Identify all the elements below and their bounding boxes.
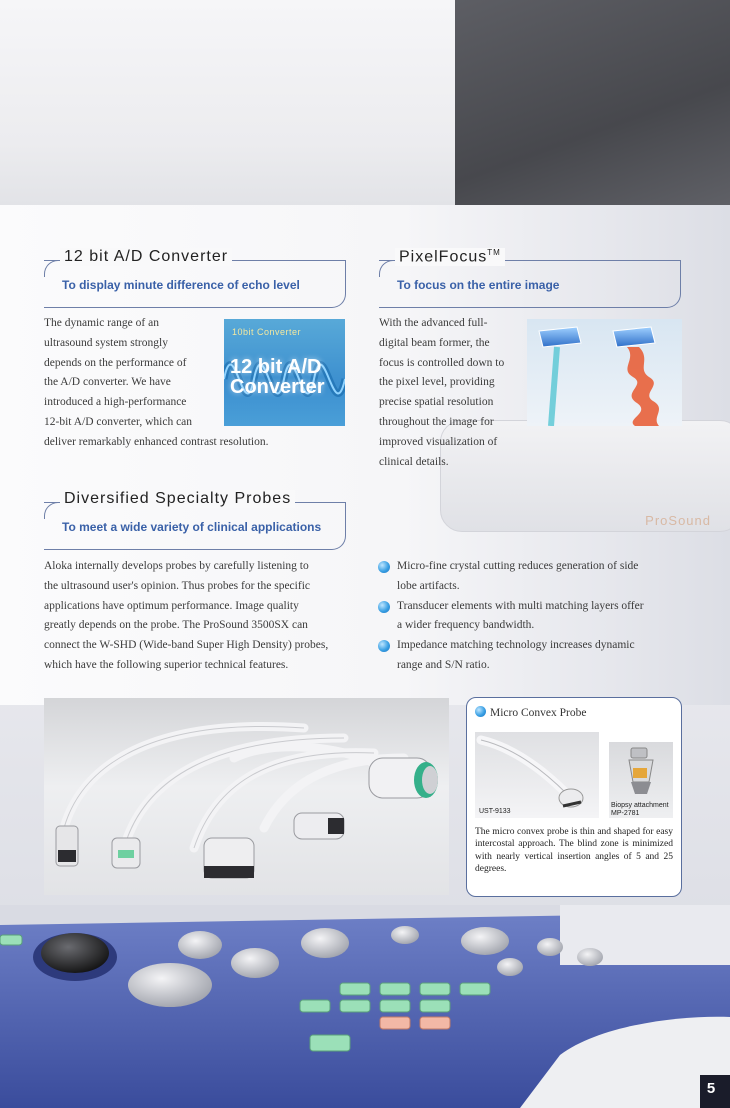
beam-focus-graphic bbox=[527, 319, 682, 426]
text-line: precise spatial resolution bbox=[379, 396, 494, 409]
pixel-focus-image bbox=[527, 319, 682, 426]
micro-convex-heading bbox=[475, 706, 586, 719]
text-line: greatly depends on the probe. The ProSound 3500SX can bbox=[44, 619, 308, 632]
text-line: ultrasound system strongly bbox=[44, 336, 168, 349]
probes-body-text bbox=[44, 557, 369, 676]
text-line: digital beam former, the bbox=[379, 336, 490, 349]
ad-section-subtitle: To display minute difference of echo level bbox=[62, 278, 300, 292]
micro-convex-probe-box bbox=[466, 697, 682, 897]
text-line: depends on the performance of bbox=[44, 356, 187, 369]
caption-line: MP-2781 bbox=[611, 810, 640, 817]
text-line: the ultrasound user's opinion. Thus probes for the specific bbox=[44, 579, 310, 592]
bullet-dot-icon bbox=[378, 640, 390, 652]
probe-graphic bbox=[475, 732, 599, 818]
caption-line: Biopsy attachment bbox=[611, 802, 669, 809]
text-line: range and S/N ratio. bbox=[397, 658, 490, 671]
probes-section-subtitle: To meet a wide variety of clinical applications bbox=[62, 520, 322, 534]
text-line: applications have optimum performance. Image quality bbox=[44, 599, 299, 612]
header-photo-monitor bbox=[455, 0, 730, 205]
ad-section-header bbox=[44, 248, 346, 308]
feature-bullet bbox=[378, 597, 678, 637]
header-photo bbox=[0, 0, 730, 205]
probes-graphic bbox=[44, 698, 449, 895]
text-line: Impedance matching technology increases dynamic bbox=[397, 639, 635, 652]
monitor-brand: ProSound bbox=[645, 513, 711, 528]
bullet-dot-icon bbox=[378, 601, 390, 613]
text-line: Micro-fine crystal cutting reduces generation of side bbox=[397, 560, 639, 572]
text-line: Transducer elements with multi matching layers offer bbox=[397, 599, 644, 612]
text-line: the pixel level, providing bbox=[379, 376, 495, 389]
text-line: With the advanced full- bbox=[379, 317, 488, 329]
ad-section-title: 12 bit A/D Converter bbox=[60, 248, 232, 266]
probes-photo bbox=[44, 698, 449, 895]
text-line: a wider frequency bandwidth. bbox=[397, 619, 535, 632]
text-line: the A/D converter. We have bbox=[44, 376, 171, 389]
text-line: focus is controlled down to bbox=[379, 356, 505, 369]
text-line: improved visualization of bbox=[379, 435, 498, 448]
console-graphic bbox=[0, 905, 730, 1108]
ad-image-big-line: Converter bbox=[230, 376, 325, 398]
pixel-section-header bbox=[379, 248, 681, 308]
text-line: introduced a high-performance bbox=[44, 396, 187, 409]
micro-convex-probe-photo bbox=[475, 732, 599, 818]
console-photo bbox=[0, 905, 730, 1108]
text-line: lobe artifacts. bbox=[397, 579, 460, 592]
text-line: deliver remarkably enhanced contrast resolution. bbox=[44, 435, 269, 448]
ad-image-big-line: 12 bit A/D bbox=[230, 356, 322, 378]
pixel-section-subtitle: To focus on the entire image bbox=[397, 278, 560, 292]
ad-image-big-label bbox=[230, 357, 324, 397]
pixel-body-text bbox=[379, 314, 525, 472]
bullet-dot-icon bbox=[378, 561, 390, 573]
text-line: clinical details. bbox=[379, 455, 449, 468]
text-line: 12-bit A/D converter, which can bbox=[44, 415, 193, 428]
feature-bullet bbox=[378, 636, 678, 676]
feature-bullet bbox=[378, 557, 678, 597]
ad-converter-image bbox=[224, 319, 345, 426]
text-line: The dynamic range of an bbox=[44, 317, 159, 329]
header-photo-light bbox=[0, 0, 455, 205]
text-line: connect the W-SHD (Wide-band Super High Density) probes, bbox=[44, 639, 329, 652]
page-number: 5 bbox=[706, 1080, 716, 1097]
micro-convex-heading-text: Micro Convex Probe bbox=[490, 707, 587, 719]
bullet-dot-icon bbox=[475, 706, 486, 717]
trademark: TM bbox=[487, 248, 501, 257]
pixel-section-title bbox=[395, 248, 505, 266]
probes-section-title: Diversified Specialty Probes bbox=[60, 490, 295, 508]
text-line: which have the following superior technical features. bbox=[44, 658, 289, 671]
feature-bullet-list bbox=[378, 557, 678, 676]
attachment-caption bbox=[611, 802, 669, 818]
text-line: Aloka internally develops probes by carefully listening to bbox=[44, 560, 309, 572]
probes-section-header bbox=[44, 490, 346, 550]
pixel-title-text: PixelFocus bbox=[399, 248, 488, 266]
micro-convex-description: The micro convex probe is thin and shaped for easy intercostal approach. The blind zone is minimized with nearly vertical insertion angles of 5 and 25 degrees. bbox=[475, 827, 673, 875]
probe-caption: UST-9133 bbox=[479, 808, 511, 815]
ad-image-small-label: 10bit Converter bbox=[232, 327, 302, 337]
text-line: throughout the image for bbox=[379, 415, 494, 428]
